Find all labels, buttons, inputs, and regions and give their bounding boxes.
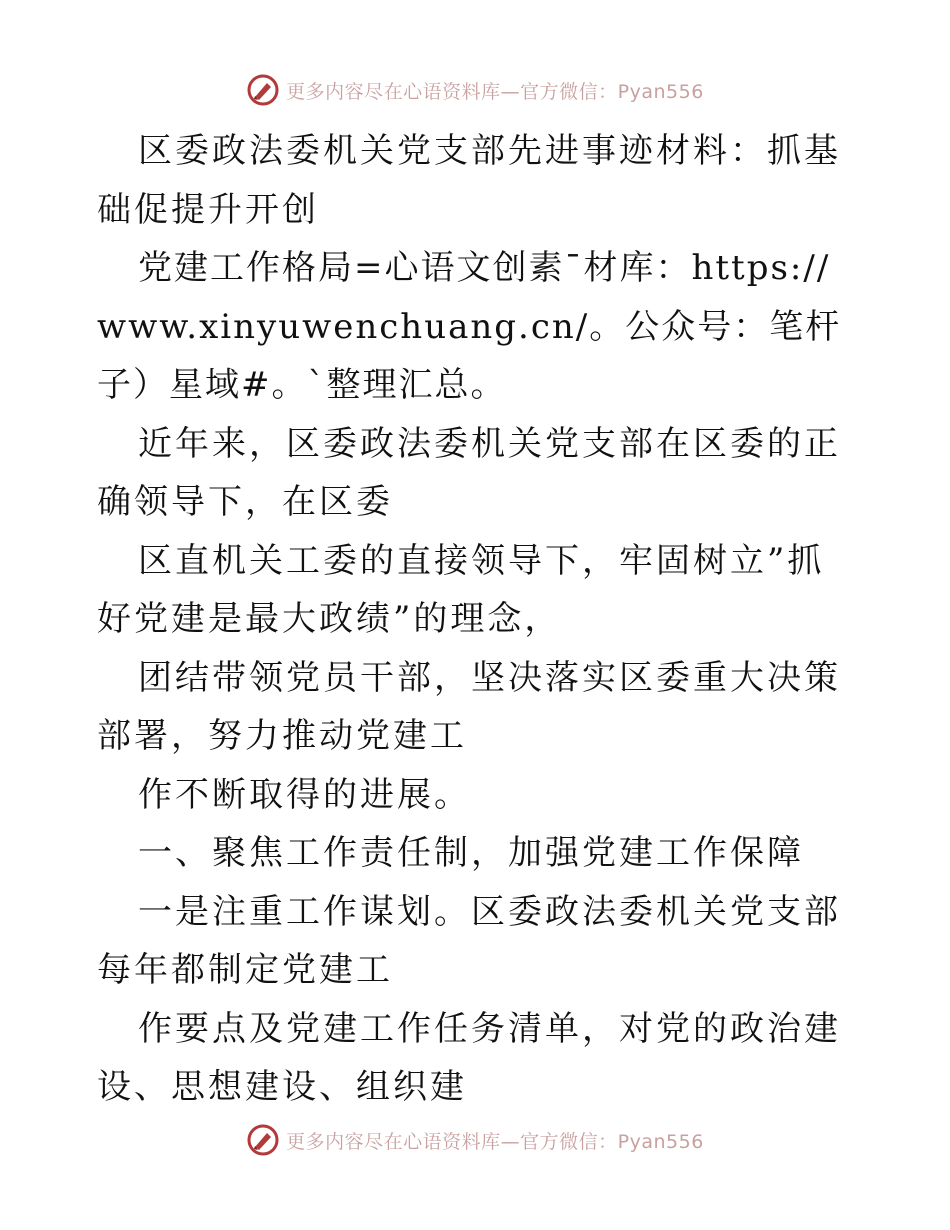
paragraph-source: 党建工作格局=心语文创素¯材库：https://www.xinyuwenchuang.cn/。公众号：笔杆子）星域#。`整理汇总。 bbox=[97, 248, 842, 405]
watermark-text: 更多内容尽在心语资料库—官方微信：Pyan556 bbox=[286, 1130, 704, 1153]
watermark-group bbox=[246, 73, 704, 107]
paragraph-progress: 作不断取得的进展。 bbox=[138, 774, 471, 815]
pen-nib-logo-icon bbox=[246, 1123, 280, 1157]
paragraph-title: 区委政法委机关党支部先进事迹材料：抓基础促提升开创 bbox=[97, 131, 841, 230]
paragraph-leadership: 区直机关工委的直接领导下，牢固树立”抓好党建是最大政绩”的理念， bbox=[97, 540, 825, 639]
paragraph-planning: 一是注重工作谋划。区委政法委机关党支部每年都制定党建工 bbox=[97, 891, 841, 990]
watermark-group bbox=[246, 1123, 704, 1157]
watermark-footer bbox=[0, 1122, 950, 1158]
paragraph-intro: 近年来，区委政法委机关党支部在区委的正确领导下，在区委 bbox=[97, 423, 841, 522]
document-body bbox=[97, 122, 857, 1117]
paragraph-unity: 团结带领党员干部，坚决落实区委重大决策部署，努力推动党建工 bbox=[97, 657, 841, 756]
paragraph-tasks: 作要点及党建工作任务清单，对党的政治建设、思想建设、组织建 bbox=[97, 1008, 841, 1107]
watermark-text: 更多内容尽在心语资料库—官方微信：Pyan556 bbox=[286, 80, 704, 103]
pen-nib-logo-icon bbox=[246, 73, 280, 107]
section-heading: 一、聚焦工作责任制，加强党建工作保障 bbox=[138, 833, 804, 873]
watermark-header bbox=[0, 72, 950, 108]
